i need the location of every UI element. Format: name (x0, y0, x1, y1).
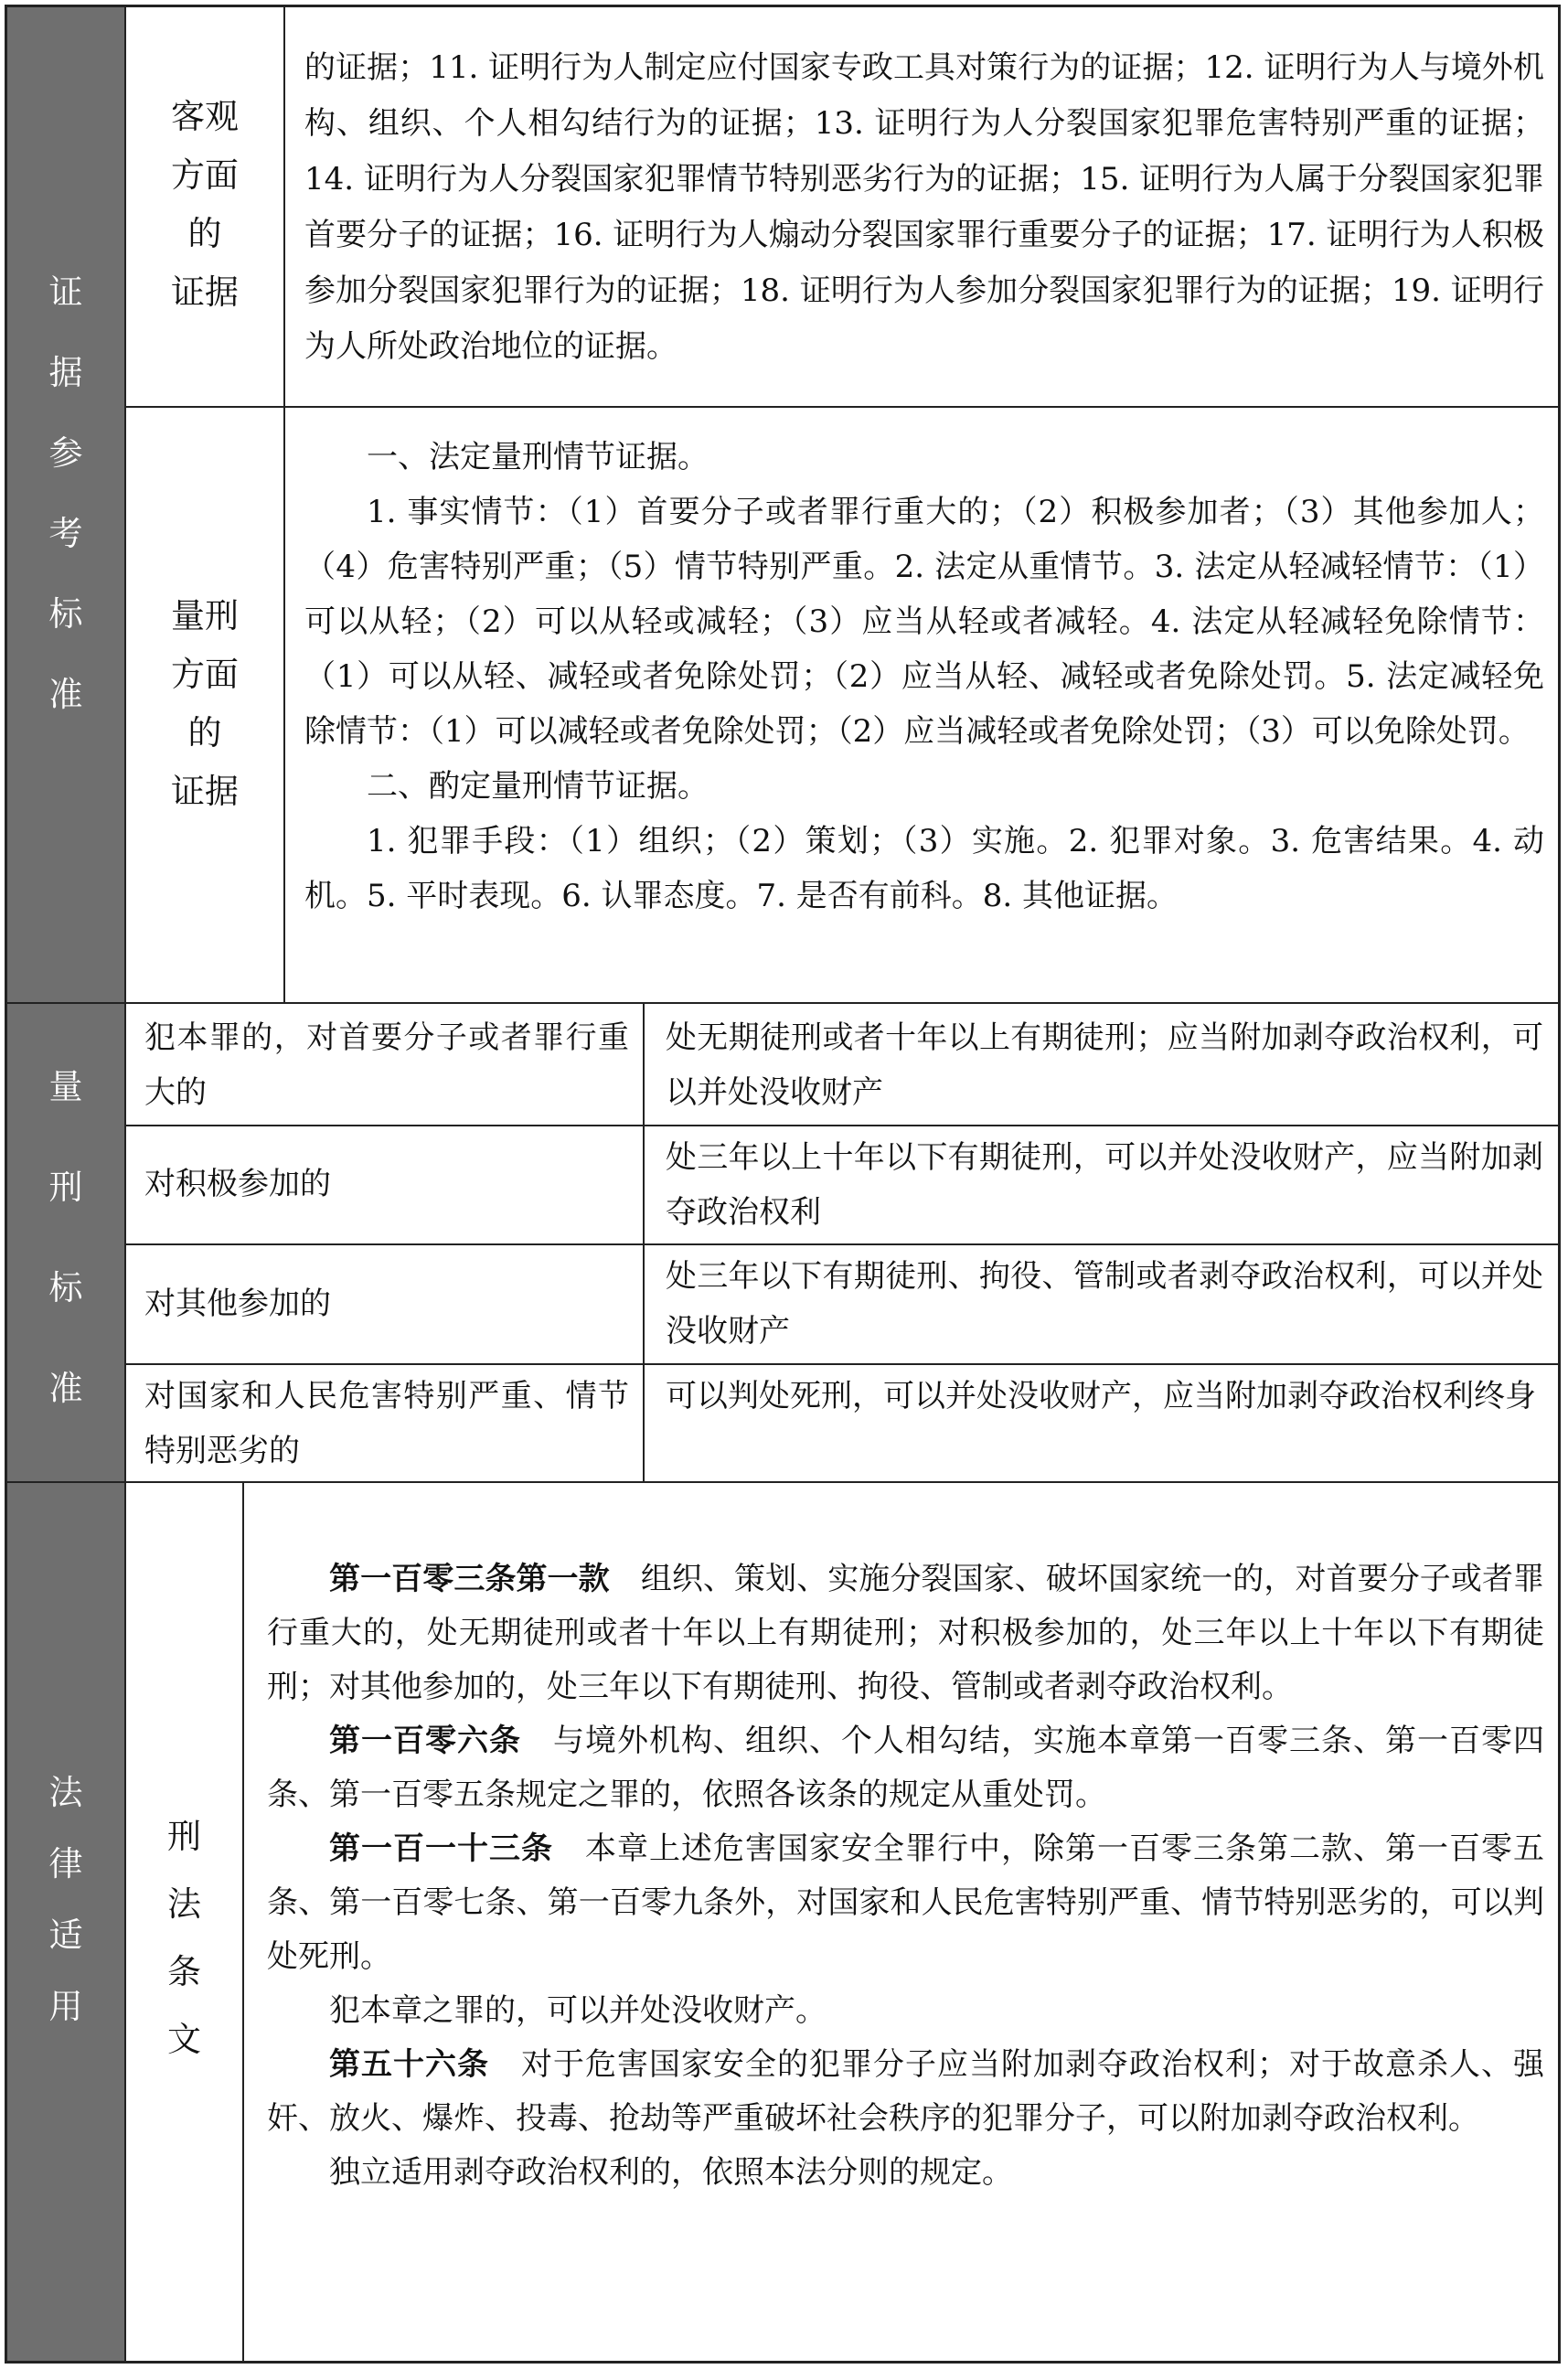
criminal-law-text: 第一百零三条第一款 组织、策划、实施分裂国家、破坏国家统一的，对首要分子或者罪行重大的，处无期徒刑或者十年以上有期徒刑；对积极参加的，处三年以上十年以下有期徒刑；对其他参加的，处三年以下有期徒刑、拘役、管制或者剥夺政治权利。 第一百零六条 与境外机构、组织、个人相勾结，实施本章第一百零三条、第一百零四条、第一百零五条规定之罪的，依照各该条的规定从重处罚。 第一百一十三条 本章上述危害国家安全罪行中，除第一百零三条第二款、第一百零五条、第一百零七条、第一百零九条外，对国家和人民危害特别严重、情节特别恶劣的，可以判处死刑。 犯本章之罪的，可以并处没收财产。 第五十六条 对于危害国家安全的犯罪分子应当附加剥夺政治权利；对于故意杀人、强奸、放火、爆炸、投毒、抢劫等严重破坏社会秩序的犯罪分子，可以附加剥夺政治权利。 独立适用剥夺政治权利的，依照本法分则的规定。 (267, 1561, 1545, 2191)
article-title: 第一百一十三条 (329, 1830, 553, 1867)
objective-evidence-text: 的证据；11. 证明行为人制定应付国家专政工具对策行为的证据；12. 证明行为人与境外机构、组织、个人相勾结行为的证据；13. 证明行为人分裂国家犯罪危害特别严重的证据；14. 证明行为人分裂国家犯罪情节特别恶劣行为的证据；15. 证明行为人属于分裂国家犯罪首要分子的证据；16. 证明行为人煽动分裂国家罪行重要分子的证据；17. 证明行为人积极参加分裂国家犯罪行为的证据；18. 证明行为人参加分裂国家犯罪行为的证据；19. 证明行为人所处政治地位的证据。 (304, 49, 1544, 365)
sentencing-penalty: 处无期徒刑或者十年以上有期徒刑；应当附加剥夺政治权利，可以并处没收财产 (666, 1019, 1543, 1111)
criminal-law-heading: 刑 法 条 文 (167, 1817, 201, 2059)
objective-evidence-heading: 客观 方面 的 证据 (171, 97, 239, 312)
sentencing-penalty: 可以判处死刑，可以并处没收财产，应当附加剥夺政治权利终身 (666, 1378, 1536, 1414)
sentencing-penalty: 处三年以上十年以下有期徒刑，可以并处没收财产，应当附加剥夺政治权利 (666, 1139, 1543, 1231)
sentencing-penalty: 处三年以下有期徒刑、拘役、管制或者剥夺政治权利，可以并处没收财产 (666, 1258, 1543, 1350)
grid-line (5, 1481, 1561, 1483)
grid-line (124, 406, 1560, 408)
sentencing-evidence-heading: 量刑 方面 的 证据 (171, 596, 239, 811)
grid-line (643, 1002, 645, 1483)
grid-line (124, 1243, 1560, 1245)
grid-line (283, 5, 285, 1003)
section-label-evidence: 证 据 参 考 标 准 (7, 7, 124, 1002)
article-title: 第一百零三条第一款 (329, 1561, 610, 1597)
sentencing-evidence-text: 一、法定量刑情节证据。 1. 事实情节：（1）首要分子或者罪行重大的；（2）积极参加者；（3）其他参加人；（4）危害特别严重；（5）情节特别严重。2. 法定从重情节。3. 法定从轻减轻情节：（1）可以从轻；（2）可以从轻或减轻；（3）应当从轻或者减轻。4. 法定从轻减轻免除情节：（1）可以从轻、减轻或者免除处罚；（2）应当从轻、减轻或者免除处罚。5. 法定减轻免除情节：（1）可以减轻或者免除处罚；（2）应当减轻或者免除处罚；（3）可以免除处罚。 二、酌定量刑情节证据。 1. 犯罪手段：（1）组织；（2）策划；（3）实施。2. 犯罪对象。3. 危害结果。4. 动机。5. 平时表现。6. 认罪态度。7. 是否有前科。8. 其他证据。 (304, 439, 1544, 914)
grid-line (124, 1363, 1560, 1365)
article-title: 第一百零六条 (329, 1723, 521, 1759)
grid-line (242, 1481, 244, 2364)
grid-line (5, 1002, 1561, 1004)
article-title: 第五十六条 (329, 2046, 489, 2083)
section-label-sentencing: 量 刑 标 准 (7, 1004, 124, 1481)
sentencing-condition: 对国家和人民危害特别严重、情节特别恶劣的 (144, 1378, 629, 1469)
sentencing-condition: 对积极参加的 (144, 1166, 331, 1202)
section-label-law: 法 律 适 用 (7, 1483, 124, 2361)
grid-line (124, 1125, 1560, 1126)
sentencing-condition: 对其他参加的 (144, 1286, 331, 1322)
sentencing-condition: 犯本罪的，对首要分子或者罪行重大的 (144, 1019, 629, 1111)
